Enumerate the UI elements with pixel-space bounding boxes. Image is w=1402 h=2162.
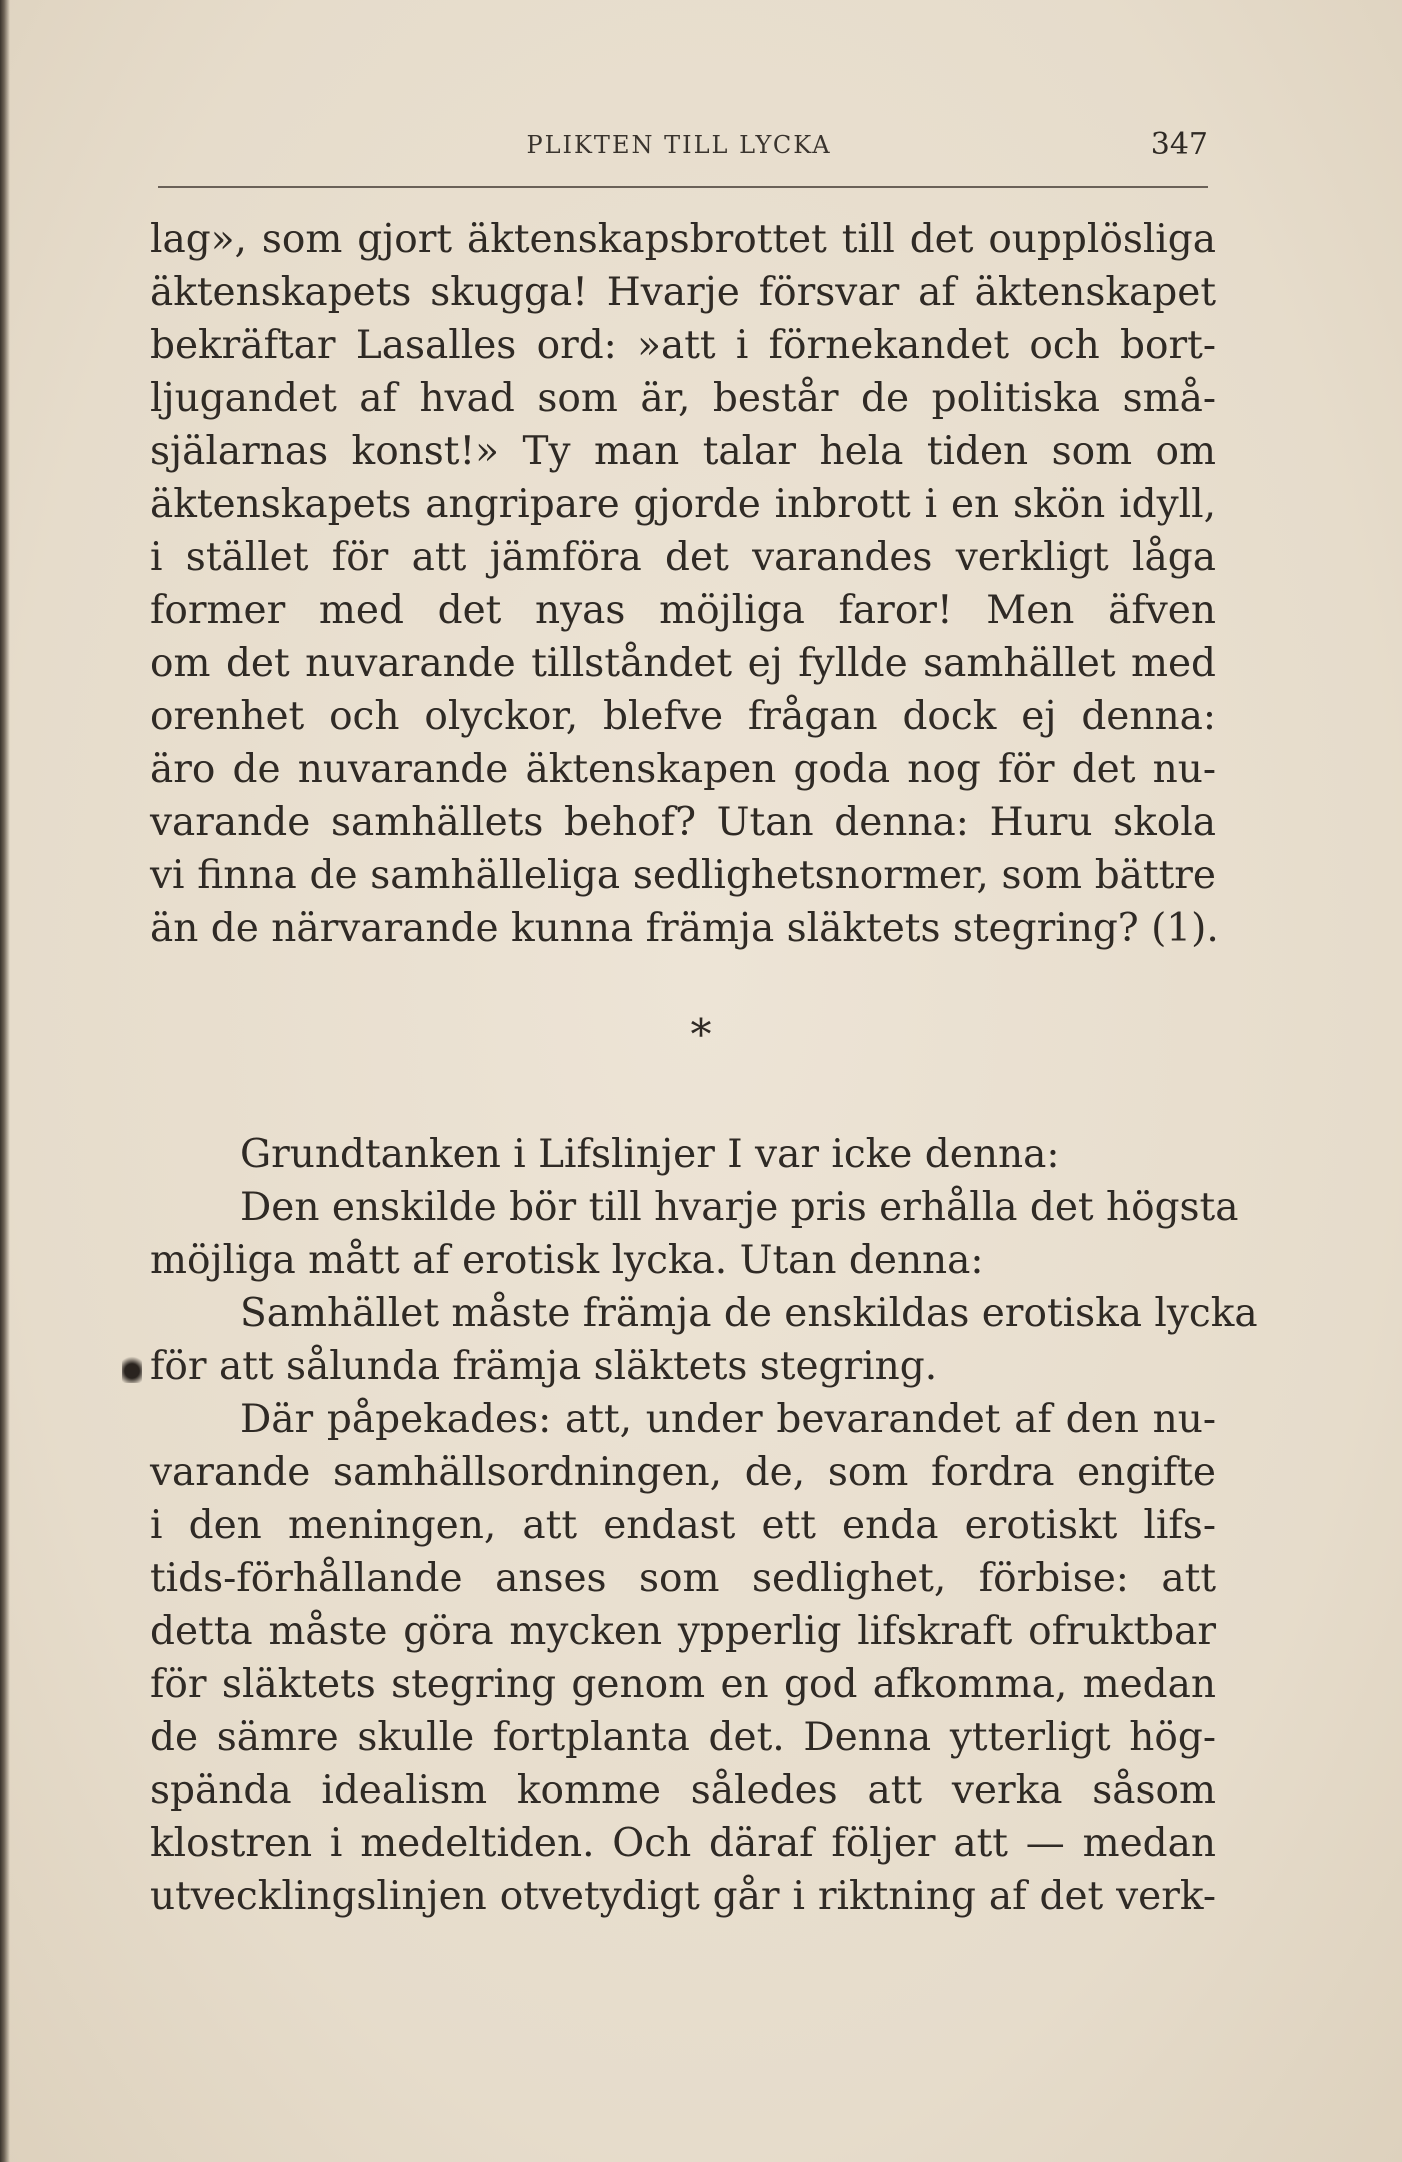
text-line: själarnas konst!» Ty man talar hela tiden som om — [150, 429, 1216, 474]
section-separator: * — [690, 1010, 712, 1059]
text-line: Den enskilde bör till hvarje pris erhålla det högsta — [240, 1185, 1239, 1230]
paragraph-1 — [150, 213, 1219, 955]
paragraph-2 — [150, 1128, 1258, 1923]
text-line: Där påpekades: att, under bevarandet af den nu- — [240, 1397, 1216, 1442]
text-line: Samhället måste främja de enskildas erotiska lycka — [240, 1291, 1258, 1336]
text-line: för att sålunda främja släktets stegring. — [150, 1344, 938, 1389]
running-head-title: PLIKTEN TILL LYCKA — [526, 131, 832, 159]
text-line: i den meningen, att endast ett enda erotiskt lifs- — [150, 1503, 1216, 1548]
header-rule — [158, 186, 1208, 188]
text-line: vi finna de samhälleliga sedlighetsnormer, som bättre — [150, 853, 1216, 898]
text-line: äro de nuvarande äktenskapen goda nog för det nu- — [150, 747, 1216, 792]
text-line: tids-förhållande anses som sedlighet, förbise: att — [150, 1556, 1216, 1601]
text-line: äktenskapets skugga! Hvarje försvar af äktenskapet — [150, 270, 1216, 315]
text-line: bekräftar Lasalles ord: »att i förnekandet och bort- — [150, 323, 1216, 368]
text-line: än de närvarande kunna främja släktets stegring? (1). — [150, 906, 1219, 951]
text-line: orenhet och olyckor, blefve frågan dock ej denna: — [150, 694, 1216, 739]
page-number: 347 — [1150, 127, 1208, 162]
text-line: äktenskapets angripare gjorde inbrott i en skön idyll, — [150, 482, 1216, 527]
text-line: varande samhällsordningen, de, som fordra engifte — [150, 1450, 1216, 1495]
text-line: former med det nyas möjliga faror! Men äfven — [150, 588, 1216, 633]
text-line: lag», som gjort äktenskapsbrottet till det oupplösliga — [150, 217, 1216, 262]
page-edge-shadow — [0, 0, 10, 2162]
text-line: detta måste göra mycken ypperlig lifskraft ofruktbar — [150, 1609, 1216, 1654]
ink-blot-mark — [122, 1353, 142, 1383]
text-line: för släktets stegring genom en god afkomma, medan — [150, 1662, 1216, 1707]
running-head — [150, 127, 1208, 171]
text-line: Grundtanken i Lifslinjer I var icke denna: — [240, 1132, 1060, 1177]
text-line: om det nuvarande tillståndet ej fyllde samhället med — [150, 641, 1216, 686]
text-line: de sämre skulle fortplanta det. Denna ytterligt hög- — [150, 1715, 1216, 1760]
text-line: utvecklingslinjen otvetydigt går i riktning af det verk- — [150, 1874, 1216, 1919]
text-line: varande samhällets behof? Utan denna: Huru skola — [150, 800, 1216, 845]
text-line: ljugandet af hvad som är, består de politiska små- — [150, 376, 1216, 421]
text-line: spända idealism komme således att verka såsom — [150, 1768, 1216, 1813]
text-line: klostren i medeltiden. Och däraf följer att — medan — [150, 1821, 1216, 1866]
text-line: möjliga mått af erotisk lycka. Utan denna: — [150, 1238, 984, 1283]
text-line: i stället för att jämföra det varandes verkligt låga — [150, 535, 1216, 580]
